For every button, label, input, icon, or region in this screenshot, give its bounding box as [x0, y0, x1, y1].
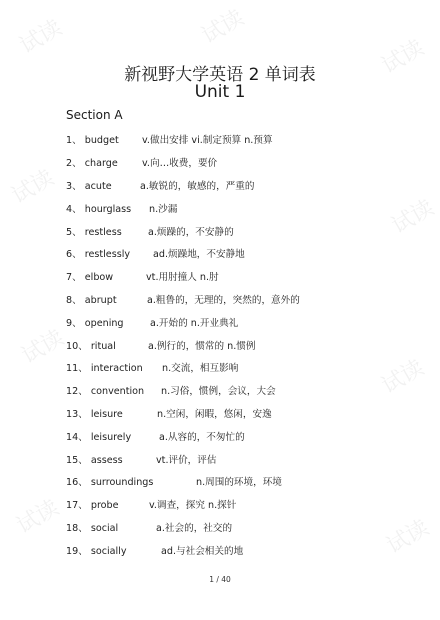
watermark: 试读 — [387, 195, 439, 240]
vocab-definition: v.向…收费，要价 — [142, 158, 218, 170]
vocab-definition: n.交流，相互影响 — [162, 363, 239, 375]
vocab-definition: a.粗鲁的，无理的，突然的，意外的 — [147, 294, 300, 306]
vocab-word: 17、 probe — [66, 500, 119, 512]
vocab-definition: n.空闲，闲暇，悠闲，安逸 — [157, 408, 272, 420]
watermark: 试读 — [17, 325, 69, 370]
vocab-word: 8、 abrupt — [66, 294, 117, 306]
vocab-definition: a.敏锐的，敏感的，严重的 — [140, 180, 255, 192]
vocab-item — [66, 333, 406, 356]
watermark: 试读 — [15, 15, 67, 60]
vocab-word: 11、 interaction — [66, 363, 143, 375]
vocab-item — [66, 356, 406, 379]
vocab-word: 7、 elbow — [66, 272, 114, 284]
vocab-definition: vt.评价，评估 — [156, 454, 217, 466]
vocab-list — [66, 128, 406, 561]
vocab-item — [66, 447, 406, 470]
vocab-definition: a.社会的，社交的 — [156, 522, 233, 534]
vocab-item — [66, 402, 406, 425]
vocab-item — [66, 151, 406, 174]
vocab-word: 19、 socially — [66, 545, 127, 557]
vocab-word: 6、 restlessly — [66, 249, 131, 261]
section-heading: Section A — [66, 108, 123, 122]
document-title: 新视野大学英语 2 单词表 — [124, 65, 316, 85]
vocab-word: 12、 convention — [66, 386, 145, 398]
watermark: 试读 — [377, 355, 429, 400]
vocab-definition: a.烦躁的，不安静的 — [148, 226, 234, 238]
vocab-word: 15、 assess — [66, 454, 123, 466]
vocab-item — [66, 424, 406, 447]
vocab-item — [66, 288, 406, 311]
watermark: 试读 — [12, 495, 64, 540]
vocab-item — [66, 128, 406, 151]
vocab-word: 5、 restless — [66, 226, 122, 238]
vocab-word: 18、 social — [66, 522, 119, 534]
vocab-item — [66, 196, 406, 219]
vocab-item — [66, 538, 406, 561]
vocab-item — [66, 379, 406, 402]
vocab-item — [66, 516, 406, 539]
watermark: 试读 — [197, 5, 249, 50]
vocab-item — [66, 493, 406, 516]
vocab-definition: v.调查，探究 n.探针 — [149, 500, 237, 512]
vocab-item — [66, 174, 406, 197]
vocab-definition: a.例行的，惯常的 n.惯例 — [148, 340, 256, 352]
vocab-word: 13、 leisure — [66, 408, 123, 420]
vocab-item — [66, 219, 406, 242]
vocab-definition: ad.与社会相关的地 — [161, 545, 244, 557]
vocab-word: 2、 charge — [66, 158, 118, 170]
vocab-word: 3、 acute — [66, 180, 112, 192]
vocab-word: 1、 budget — [66, 135, 119, 147]
vocab-item — [66, 265, 406, 288]
vocab-definition: vt.用肘撞人 n.肘 — [146, 272, 219, 284]
vocab-word: 4、 hourglass — [66, 203, 132, 215]
vocab-definition: v.做出安排 vi.制定预算 n.预算 — [142, 135, 273, 147]
vocab-definition: a.开始的 n.开业典礼 — [150, 317, 239, 329]
vocab-definition: ad.烦躁地，不安静地 — [153, 249, 245, 261]
vocab-word: 10、 ritual — [66, 340, 116, 352]
vocab-item — [66, 470, 406, 493]
watermark: 试读 — [382, 515, 434, 560]
vocab-word: 14、 leisurely — [66, 431, 132, 443]
vocab-word: 16、 surroundings — [66, 477, 154, 489]
vocab-word: 9、 opening — [66, 317, 124, 329]
watermark: 试读 — [377, 35, 429, 80]
vocab-item — [66, 242, 406, 265]
vocab-definition: n.习俗，惯例，会议，大会 — [161, 386, 276, 398]
vocab-definition: n.周围的环境，环境 — [196, 477, 282, 489]
vocab-definition: a.从容的，不匆忙的 — [159, 431, 245, 443]
unit-heading: Unit 1 — [194, 82, 246, 102]
page-number: 1 / 40 — [209, 575, 231, 584]
vocab-definition: n.沙漏 — [149, 203, 178, 215]
vocab-item — [66, 310, 406, 333]
watermark: 试读 — [7, 165, 59, 210]
